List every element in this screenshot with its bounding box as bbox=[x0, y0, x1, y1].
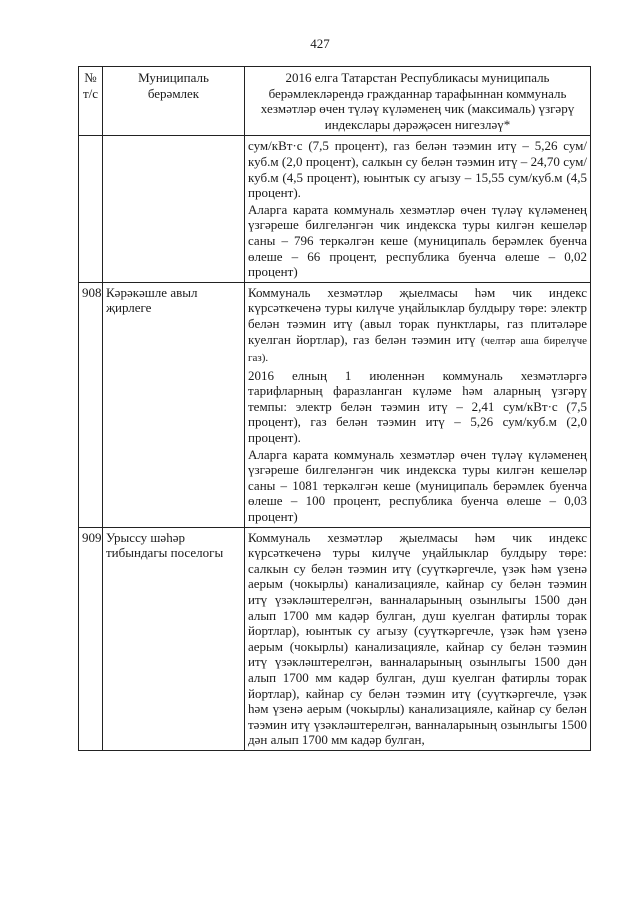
page-number: 427 bbox=[310, 36, 330, 51]
paragraph-text: Аларга карата коммуналь хезмәтләр өчен түләү күләменең үзгәреше билгеләнгән чик индекска туры килгән кешеләр саны – 1081 теркәлгән кеше (муниципаль берәмлек буенча өлеше – 100 процент, республика буенча өлеше – 0,03 процент) bbox=[248, 446, 587, 525]
table-header-row bbox=[79, 67, 591, 136]
description-paragraph bbox=[248, 202, 587, 280]
row-municipality: Урыссу шәһәр тибындагы поселогы bbox=[103, 527, 245, 750]
table-row bbox=[79, 527, 591, 750]
header-num: № т/с bbox=[79, 67, 103, 136]
row-municipality bbox=[103, 136, 245, 282]
row-number: 909 bbox=[79, 527, 103, 750]
row-description bbox=[245, 282, 591, 527]
description-paragraph bbox=[248, 530, 587, 748]
row-municipality: Кәрәкәшле авыл җирлеге bbox=[103, 282, 245, 527]
table-row bbox=[79, 282, 591, 527]
row-description bbox=[245, 136, 591, 282]
paragraph-text: Коммуналь хезмәтләр җыелмасы һәм чик индекс күрсәткеченә туры килүче уңайлыклар булдыру төре: электр белән тәэмин итү (авыл торак пунктлары, газ плитәләре куелган йортлар), газ белән тәэмин итү bbox=[248, 284, 587, 347]
row-description bbox=[245, 527, 591, 750]
description-paragraph bbox=[248, 368, 587, 446]
description-paragraph bbox=[248, 285, 587, 367]
table-body bbox=[79, 136, 591, 751]
paragraph-text: Коммуналь хезмәтләр җыелмасы һәм чик индекс күрсәткеченә туры килүче уңайлыклар булдыру төре: салкын су белән тәэмин итү (суүткәргечле, үзәк һәм үзенә аерым (чокырлы) канализацияле, кайнар су белән тәэмин итү үзәкләштерелгән, ванналарының озынлыгы 1500 дән алып 1700 мм кадәр булган, душ куелган фатирлы торак йортлар), юынтык су агызу (суүткәргечле, үзәк һәм үзенә аерым (чокырлы) канализацияле, кайнар су белән тәэмин итү үзәкләштерелгән, ванналарының озынлыгы 1500 дән алып 1700 мм кадәр булган, душ куелган фатирлы торак йортлар), кайнар су белән тәэмин итү (суүткәргечле, үзәк һәм үзенә аерым (чокырлы) канализацияле, кайнар су белән тәэмин итү үзәкләштерелгән, ванналарының озынлыгы 1500 дән алып 1700 мм кадәр булган, bbox=[248, 529, 587, 748]
header-municipality: Муниципаль берәмлек bbox=[103, 67, 245, 136]
paragraph-text: Аларга карата коммуналь хезмәтләр өчен түләү күләменең үзгәреше билгеләнгән чик индекска туры килгән кешеләр саны – 796 теркәлгән кеше (муниципаль берәмлек буенча өлеше – 66 процент, республика буенча өлеше – 0,02 процент) bbox=[248, 201, 587, 280]
row-number: 908 bbox=[79, 282, 103, 527]
row-number bbox=[79, 136, 103, 282]
table-row bbox=[79, 136, 591, 282]
description-paragraph bbox=[248, 447, 587, 525]
paragraph-note: (челтәр аша бирелүче газ). bbox=[248, 334, 587, 365]
paragraph-text: 2016 елның 1 июленнән коммуналь хезмәтләргә тарифларның фаразланган күләме һәм аларның үзгәрү темпы: электр белән тәэмин итү – 2,41 сум/кВт·с (7,5 процент), газ белән тәэмин итү – 5,26 сум/куб.м (2,0 процент). bbox=[248, 367, 587, 446]
paragraph-text: сум/кВт·с (7,5 процент), газ белән тәэмин итү – 5,26 сум/куб.м (2,0 процент), салкын су белән тәэмин итү – 24,70 сум/куб.м (4,5 процент), юынтык су агызу – 15,55 сум/куб.м (4,5 процент). bbox=[248, 138, 587, 201]
description-paragraph bbox=[248, 138, 587, 200]
header-index: 2016 елга Татарстан Республикасы муниципаль берәмлекләрендә гражданнар тарафыннан коммуналь хезмәтләр өчен түләү күләменең чик (максималь) үзгәрү индекслары дәрәҗәсен нигезләү* bbox=[245, 67, 591, 136]
municipal-index-table bbox=[78, 66, 591, 751]
